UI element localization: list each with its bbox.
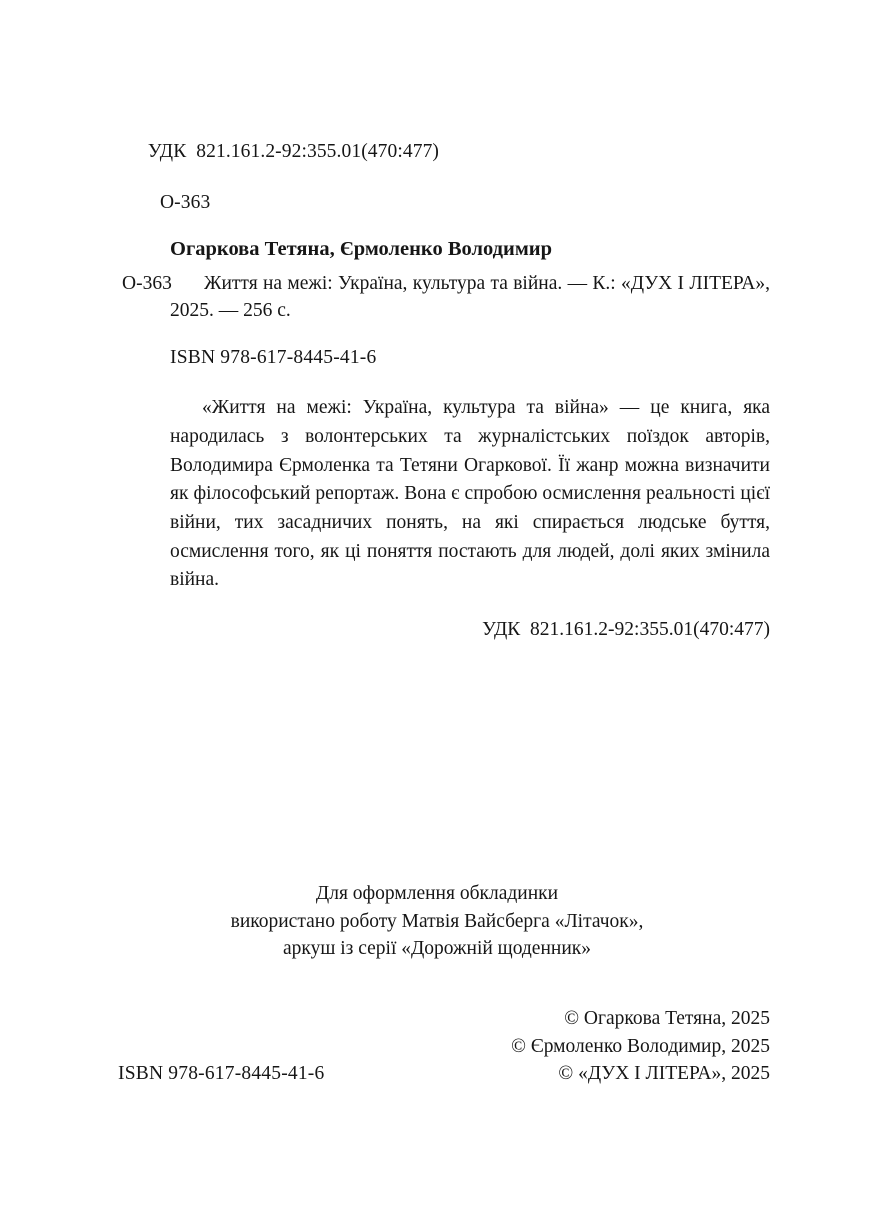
udk-bottom: УДК 821.161.2-92:355.01(470:477)	[482, 619, 770, 641]
copyright-line-3: © «ДУХ І ЛІТЕРА», 2025	[558, 1063, 770, 1085]
description-text: Життя на межі: Україна, культура та війна. — К.: «ДУХ І ЛІТЕРА», 2025. — 256 с.	[170, 272, 770, 321]
cover-credit-block	[0, 880, 874, 963]
isbn-main: ISBN 978-617-8445-41-6	[170, 347, 377, 369]
cover-credit-line-1: Для оформлення обкладинки	[315, 883, 559, 904]
cover-credit-line-3: аркуш із серії «Дорожній щоденник»	[282, 938, 591, 960]
shelf-code: О-363	[160, 192, 211, 214]
udk-top-block	[118, 113, 439, 216]
bottom-block	[118, 1005, 770, 1088]
description-signature: О-363	[122, 272, 172, 294]
isbn-bottom: ISBN 978-617-8445-41-6	[118, 1063, 325, 1084]
authors-line: Огаркова Тетяна, Єрмоленко Володимир	[170, 238, 552, 260]
udk-top-value: 821.161.2-92:355.01(470:477)	[196, 140, 440, 162]
udk-top-label: УДК	[147, 140, 187, 162]
copyright-line-1: © Огаркова Тетяна, 2025	[564, 1008, 770, 1029]
description-row	[122, 271, 770, 325]
bibliographic-block	[122, 236, 770, 641]
cover-credit-line-2: використано роботу Матвія Вайсберга «Літачок»,	[230, 910, 644, 932]
annotation-text: «Життя на межі: Україна, культура та війна» — це книга, яка народилась з волонтерських та журналістських поїздок авторів, Володимира Єрмоленка та Тетяни Огаркової. Її жанр можна визначити як філософський репортаж. Вона є спробою осмислення реальності цієї війни, тих засадничих понять, на які спирається людське буття, осмислення того, як ці поняття постають для людей, долі яких змінила війна.	[170, 397, 770, 591]
copyright-line-2: © Єрмоленко Володимир, 2025	[511, 1035, 770, 1057]
